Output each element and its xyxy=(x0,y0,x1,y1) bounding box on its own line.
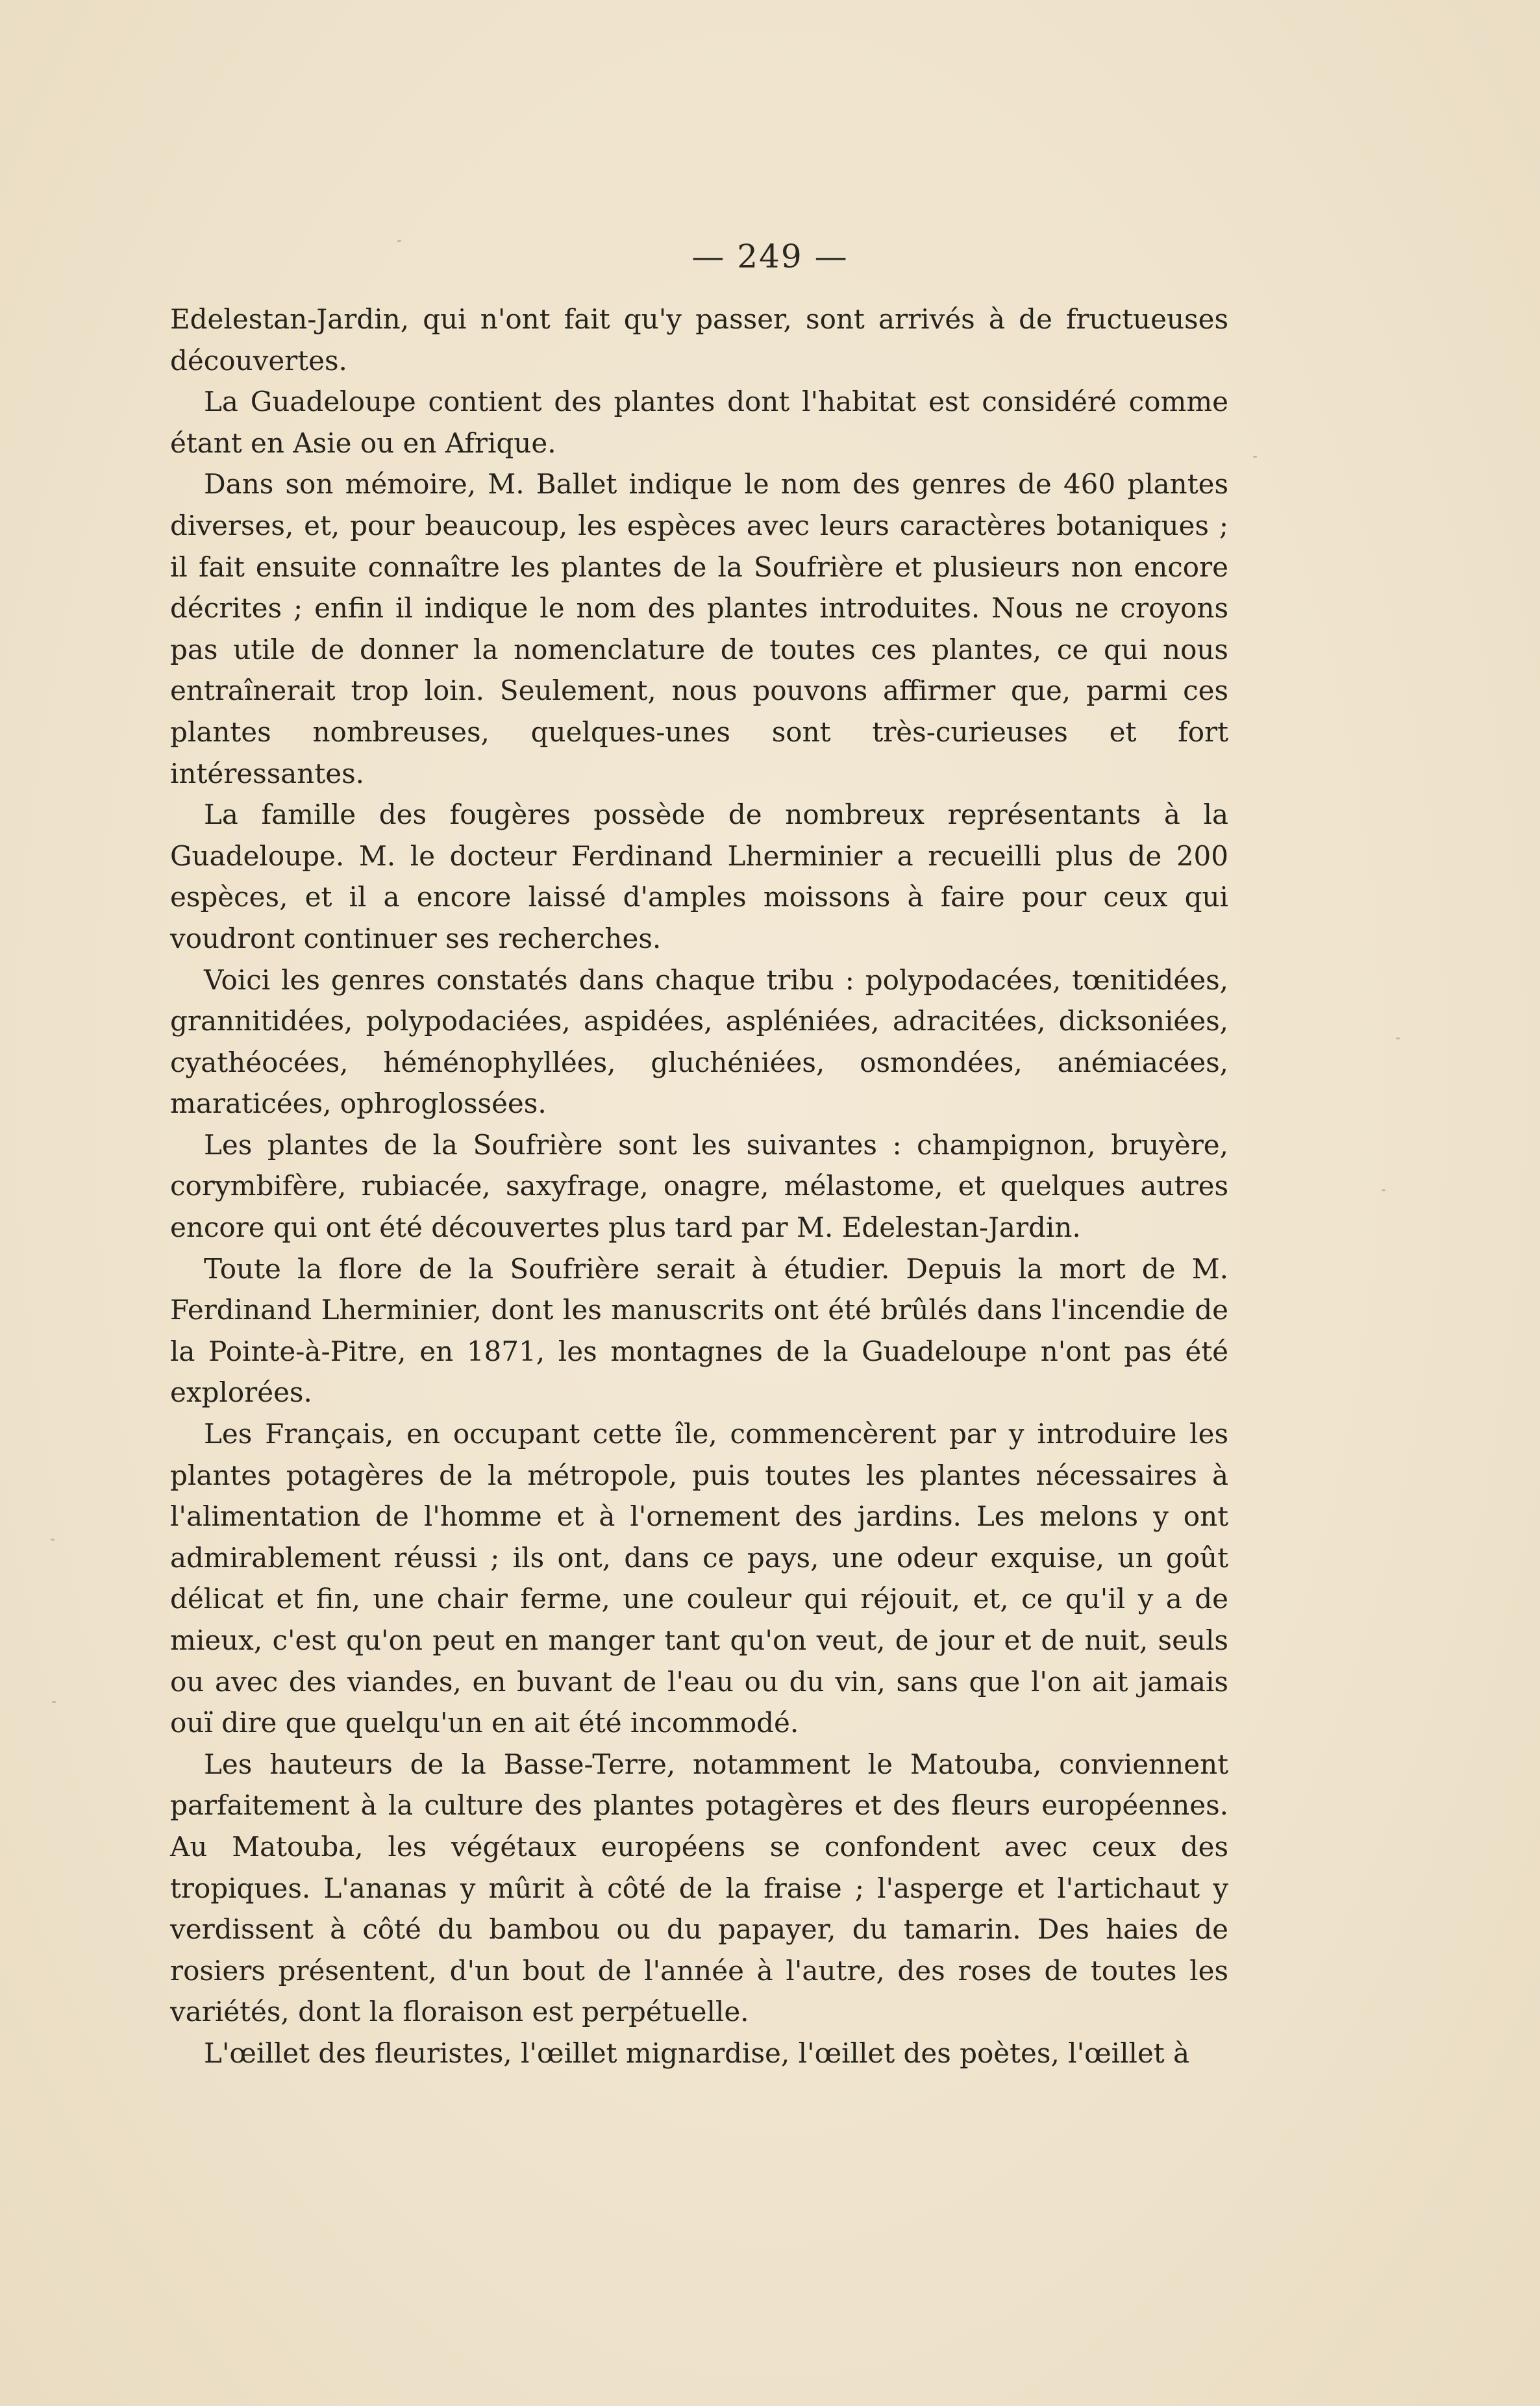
paper-speck xyxy=(1396,1037,1400,1039)
paragraph-9: Les hauteurs de la Basse-Terre, notamment le Matouba, conviennent parfaitement à la culture des plantes potagères et des fleurs européennes. Au Matouba, les végétaux européens se confondent avec ceux des tropiques. L'ananas y mûrit à côté de la fraise ; l'asperge et l'artichaut y verdissent à côté du bambou ou du papayer, du tamarin. Des haies de rosiers présentent, d'un bout de l'année à l'autre, des roses de toutes les variétés, dont la floraison est perpétuelle. xyxy=(170,1748,1228,2028)
paragraph-8: Les Français, en occupant cette île, commencèrent par y introduire les plantes potagères de la métropole, puis toutes les plantes nécessaires à l'alimentation de l'homme et à l'ornement des jardins. Les melons y ont admirablement réussi ; ils ont, dans ce pays, une odeur exquise, un goût délicat et fin, une chair ferme, une couleur qui réjouit, et, ce qu'il y a de mieux, c'est qu'on peut en manger tant qu'on veut, de jour et de nuit, seuls ou avec des viandes, en buvant de l'eau ou du vin, sans que l'on ait jamais ouï dire que quelqu'un en ait été incommodé. xyxy=(170,1418,1228,1739)
paper-speck xyxy=(52,1701,56,1703)
paper-speck xyxy=(1382,1189,1385,1191)
paper-speck xyxy=(51,1539,55,1541)
paragraph-1: Edelestan-Jardin, qui n'ont fait qu'y passer, sont arrivés à de fructueuses découvertes. xyxy=(170,303,1228,377)
paragraph-3: Dans son mémoire, M. Ballet indique le nom des genres de 460 plantes diverses, et, pour beaucoup, les espèces avec leurs caractères botaniques ; il fait ensuite connaître les plantes de la Soufrière et plusieurs non encore décrites ; enfin il indique le nom des plantes introduites. Nous ne croyons pas utile de donner la nomenclature de toutes ces plantes, ce qui nous entraînerait trop loin. Seulement, nous pouvons affirmer que, parmi ces plantes nombreuses, quelques-unes sont très-curieuses et fort intéressantes. xyxy=(170,468,1228,789)
paragraph-5: Voici les genres constatés dans chaque tribu : polypodacées, tœnitidées, grannitidées, polypodaciées, aspidées, aspléniées, adracitées, dicksoniées, cyathéocées, héménophyllées, gluchéniées, osmondées, anémiacées, maraticées, ophroglossées. xyxy=(170,963,1228,1120)
paragraph-7: Toute la flore de la Soufrière serait à étudier. Depuis la mort de M. Ferdinand Lherminier, dont les manuscrits ont été brûlés dans l'incendie de la Pointe-à-Pitre, en 1871, les montagnes de la Guadeloupe n'ont pas été explorées. xyxy=(170,1252,1228,1409)
paper-speck xyxy=(1253,456,1257,458)
paragraph-4: La famille des fougères possède de nombreux représentants à la Guadeloupe. M. le docteur Ferdinand Lherminier a recueilli plus de 200 espèces, et il a encore laissé d'amples moissons à faire pour ceux qui voudront continuer ses recherches. xyxy=(170,799,1228,954)
paragraph-6: Les plantes de la Soufrière sont les suivantes : champignon, bruyère, corymbifère, rubiacée, saxyfrage, onagre, mélastome, et quelques autres encore qui ont été découvertes plus tard par M. Edelestan-Jardin. xyxy=(170,1128,1228,1244)
paper-speck xyxy=(397,240,401,242)
paragraph-10: L'œillet des fleuristes, l'œillet mignardise, l'œillet des poètes, l'œillet à xyxy=(204,2037,1190,2069)
paragraph-2: La Guadeloupe contient des plantes dont l'habitat est considéré comme étant en Asie ou en Afrique. xyxy=(170,386,1228,459)
page-number: — 249 — xyxy=(691,238,849,275)
body-text xyxy=(170,299,1228,2074)
